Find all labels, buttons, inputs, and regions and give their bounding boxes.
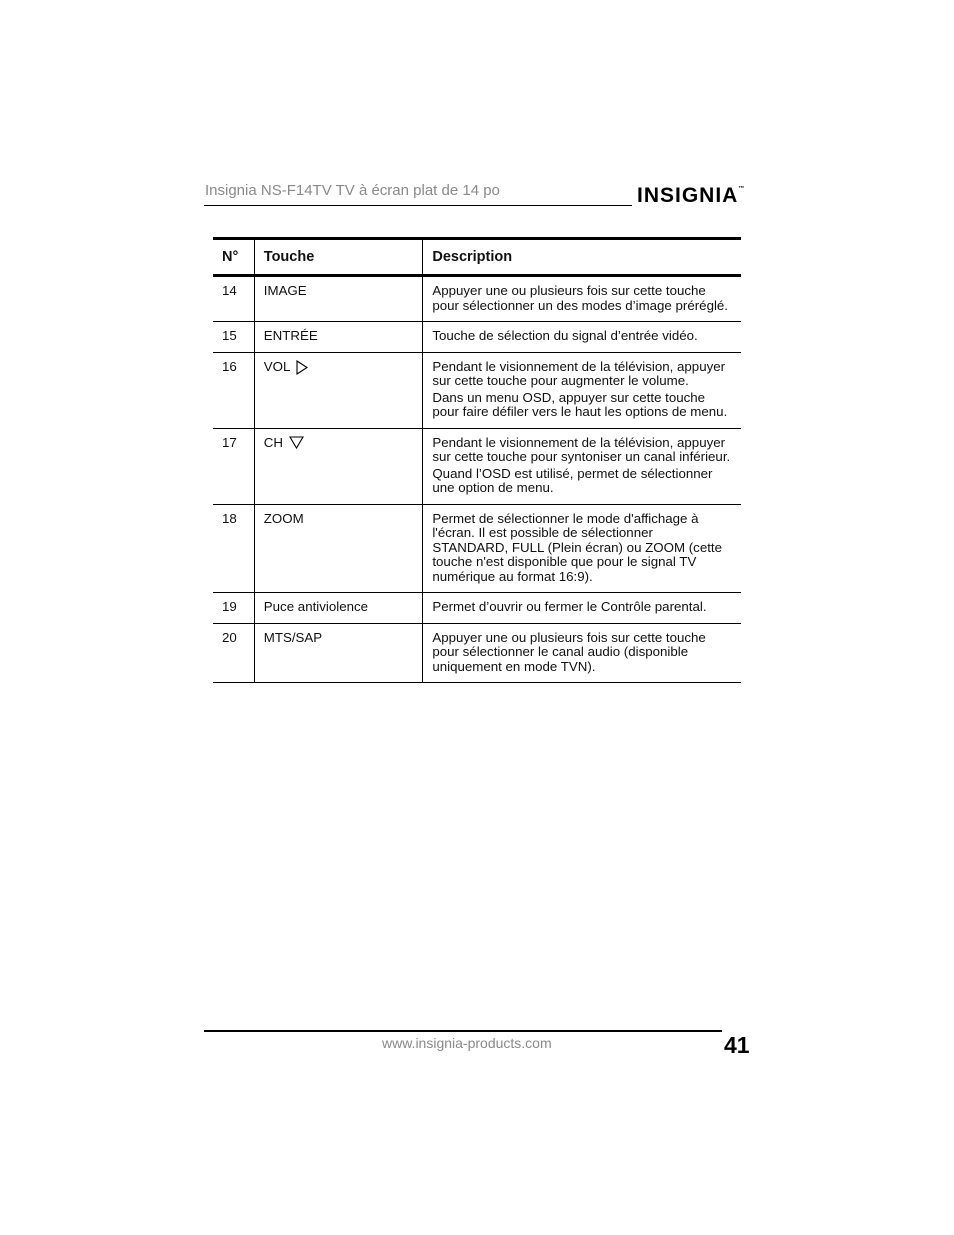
key-label: MTS/SAP (263, 629, 323, 645)
row-key (254, 623, 423, 683)
key-label: ENTRÉE (263, 328, 318, 343)
right-triangle-icon (296, 360, 308, 379)
table-row (213, 593, 741, 624)
footer-divider (204, 1030, 722, 1032)
row-description (423, 428, 741, 504)
description-paragraph: Quand l’OSD est utilisé, permet de sélectionner une option de menu. (432, 465, 713, 495)
remote-keys-table (213, 237, 741, 683)
logo-wordmark: INSIGNIA (637, 184, 739, 207)
row-description (423, 322, 741, 353)
table-header-row (213, 239, 741, 276)
key-label: VOL (263, 358, 291, 374)
row-key (254, 428, 423, 504)
table-row (213, 623, 741, 683)
table-body (213, 276, 741, 683)
key-label: IMAGE (263, 283, 307, 298)
row-number: 17 (213, 428, 254, 504)
row-key (254, 504, 423, 593)
row-key (254, 322, 423, 353)
row-description (423, 276, 741, 322)
row-number: 20 (213, 623, 254, 683)
row-key (254, 276, 423, 322)
row-description (423, 352, 741, 428)
insignia-logo (637, 184, 744, 208)
table-row (213, 428, 741, 504)
description-paragraph: Permet d’ouvrir ou fermer le Contrôle parental. (432, 599, 707, 614)
description-paragraph: Appuyer une ou plusieurs fois sur cette touche pour sélectionner un des modes d’image préréglé. (432, 283, 729, 313)
row-description (423, 623, 741, 683)
footer-url: www.insignia-products.com (382, 1035, 552, 1051)
description-paragraph: Pendant le visionnement de la télévision, appuyer sur cette touche pour syntoniser un canal inférieur. (432, 434, 731, 464)
row-number: 18 (213, 504, 254, 593)
row-number: 16 (213, 352, 254, 428)
key-label: Puce antiviolence (263, 599, 369, 614)
column-header-description: Description (423, 239, 741, 276)
row-description (423, 593, 741, 624)
table-row (213, 276, 741, 322)
logo-trademark: ™ (738, 186, 745, 192)
table-row (213, 322, 741, 353)
row-key (254, 593, 423, 624)
table-row (213, 352, 741, 428)
row-key (254, 352, 423, 428)
row-number: 14 (213, 276, 254, 322)
column-header-number: N° (213, 239, 254, 276)
key-label: CH (263, 434, 284, 450)
row-number: 19 (213, 593, 254, 624)
description-paragraph: Permet de sélectionner le mode d'affichage à l'écran. Il est possible de sélectionner STANDARD, FULL (Plein écran) ou ZOOM (cette touche n'est disponible que pour le signal TV numérique au format 16:9). (432, 510, 722, 584)
column-header-key: Touche (254, 239, 423, 276)
down-triangle-icon (289, 436, 304, 453)
header-divider (204, 205, 632, 206)
row-number: 15 (213, 322, 254, 353)
description-paragraph: Appuyer une ou plusieurs fois sur cette touche pour sélectionner le canal audio (disponible uniquement en mode TVN). (432, 629, 706, 674)
page-number: 41 (724, 1032, 750, 1058)
row-description (423, 504, 741, 593)
key-label: ZOOM (263, 510, 304, 526)
description-paragraph: Pendant le visionnement de la télévision, appuyer sur cette touche pour augmenter le volume. (432, 358, 726, 388)
table-row (213, 504, 741, 593)
document-title: Insignia NS-F14TV TV à écran plat de 14 po (205, 182, 500, 199)
description-paragraph: Dans un menu OSD, appuyer sur cette touche pour faire défiler vers le haut les options de menu. (432, 389, 728, 419)
description-paragraph: Touche de sélection du signal d’entrée vidéo. (432, 328, 698, 343)
